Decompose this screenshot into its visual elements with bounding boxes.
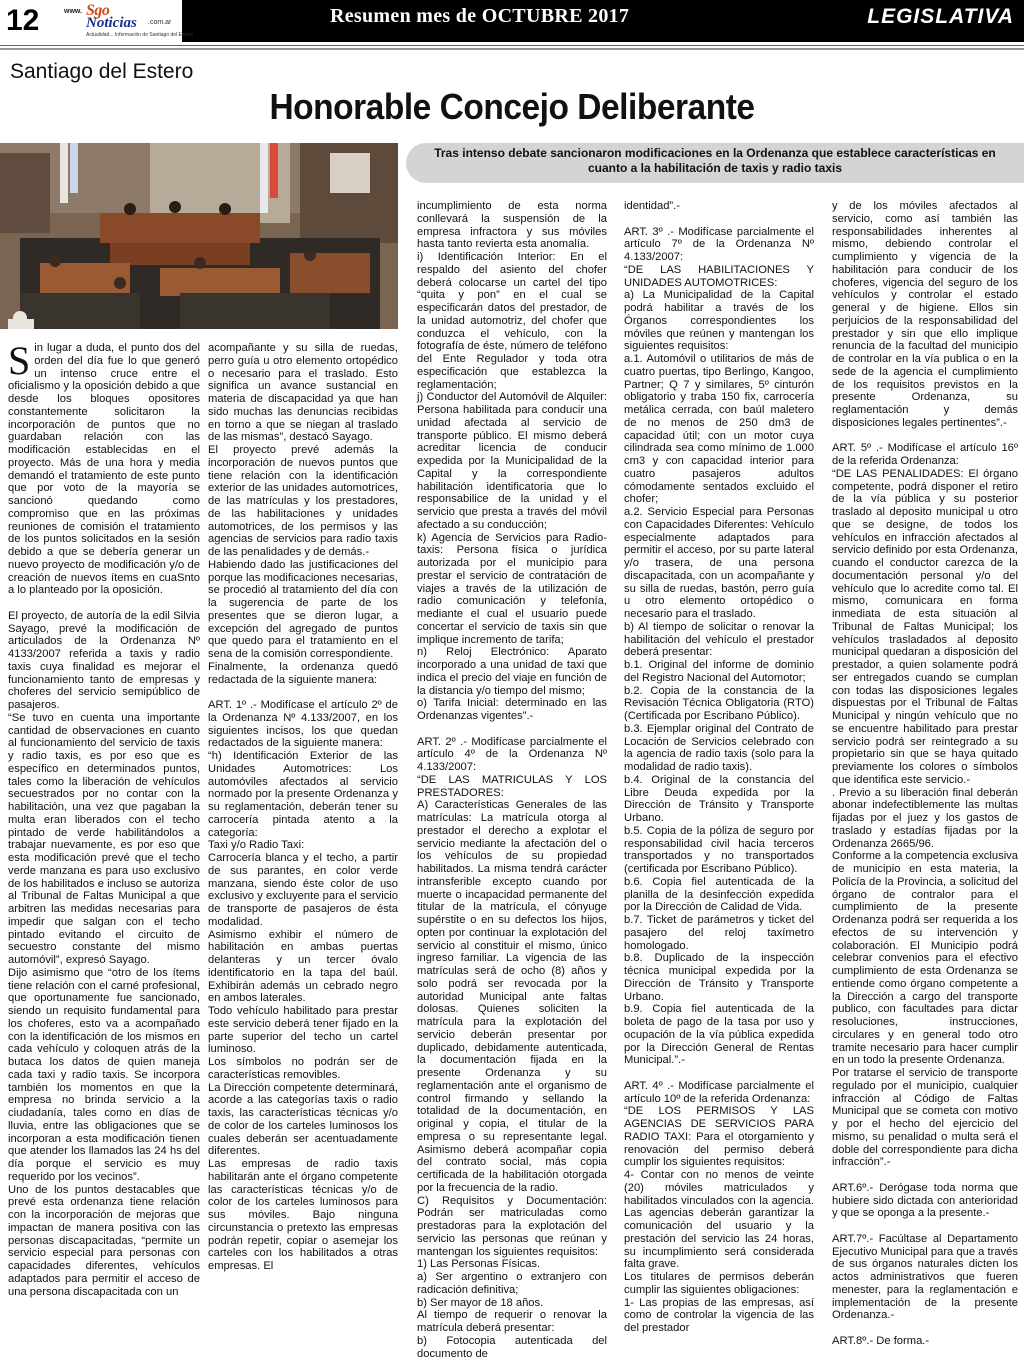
session-photo-image (0, 143, 398, 329)
paragraph: j) Conductor del Automóvil de Alquiler: Persona habilitada para conducir una unidad afectada al servicio de transporte público. El mismo deberá acreditar licencia de conducir expedida por la Municipalidad de la Capital y la correspondiente habilitación identificatoria que lo responsabilice de la unidad y el servicio que presta a través del móvil afectado a su conducción; (417, 391, 607, 531)
paragraph: acompañante y su silla de ruedas, perro guía u otro elemento ortopédico o necesario para el traslado. Esto significa un avance sustancial en materia de discapacidad ya que han sido muchas las denuncias recibidas en torno a que se niegan al traslado de las mismas”, destacó Sayago. (208, 342, 398, 444)
paragraph: a.1. Automóvil o utilitarios de más de cuatro puertas, tipo Berlingo, Kangoo, Partner; Q 7 y similares, 5º cinturón obligatorio y traba 150 fix, carrocería metálica cerrada, con baúl maletero de no menos de 250 dm3 de capacidad útil; con un motor cuya cilindrada sea como mínimo de 1.000 cm3 y con capacidad interior para cuatro pasajeros adultos cómodamente sentados excluido el chofer; (624, 353, 814, 506)
paragraph: Uno de los puntos destacables que prevé esta ordenanza tiene relación con la incorporación de mejoras que impactan de manera positiva con las personas discapacitadas, “permite un servicio especial para personas con capacidades diferentes, vehículos adaptados para permitir el acceso de una persona discapacitada con un (8, 1183, 200, 1298)
article-column-5 (832, 200, 1018, 1347)
paragraph: ART. 5º .- Modifícase el artículo 16º de la referida Ordenanza: (832, 442, 1018, 467)
logo-www: www. (64, 8, 83, 15)
paragraph: Habiendo dado las justificaciones del porque las modificaciones necesarias, se procedió al tratamiento del día con la sugerencia de parte de los presentes que se dieron lugar, a excepción del agregado de puntos que quedo para el tratamiento en el sena de la comisión correspondiente. (208, 558, 398, 660)
paragraph: Conforme a la competencia exclusiva de municipio en esta materia, la Policía de la Provincia, a solicitud del órgano de contralor para el cumplimiento de la presente Ordenanza podrá ser requerida a los efectos de su intervención y colaboración. El Municipio podrá celebrar convenios para el efectivo cumplimiento de esta Ordenanza se entiende como órgano competente a la Dirección a cargo del transporte publico, con facultades para dictar resoluciones, instrucciones, circulares y en general todo otro tramite necesario para hacer cumplir en un todo la presente Ordenanza. (832, 850, 1018, 1067)
paragraph: b.9. Copia fiel autenticada de la boleta de pago de la tasa por uso y ocupación de la vía pública expedida por la Dirección General de Rentas Municipal.”.- (624, 1003, 814, 1067)
paragraph: a.2. Servicio Especial para Personas con Capacidades Diferentes: Vehículo especialmente adaptados para permitir el acceso, por su parte lateral y/o trasera, de una persona discapacitada, con un acompañante y su silla de ruedas, bastón, perro guía u otro elemento ortopédico o necesario para el traslado. (624, 506, 814, 620)
paragraph: “Se tuvo en cuenta una importante cantidad de observaciones en cuanto al funcionamiento del servicio de taxis y radio taxis, es por eso que es específico en determinados puntos, tales como la liberación de vehículos secuestrados por no contar con la habilitación, una vez que pagaban la multa eran liberados con el techo pintado de verde habilitándolos a trabajar nuevamente, es por eso que esta modificación prevé que el techo verde manzana es para uso exclusivo de los habilitados e incluso se autoriza al Tribunal de Faltas Municipal a que arbitren las medidas necesarias para impedir que salgan con el techo pintado evitando el circuito de secuestro constante del mismo automóvil”, expresó Sayago. (8, 711, 200, 966)
locality-label: Santiago del Estero (10, 60, 194, 83)
paragraph: A) Características Generales de las matrículas: La matrícula otorga al prestador el derecho a explotar el servicio mediante la afectación del o los vehículos de su propiedad habilitados. La misma tendrá carácter intransferible excepto cuando por muerte o incapacidad permanente del titular de la matrícula, el cónyuge supérstite o en su defectos los hijos, opten por continuar la explotación del servicio al constituir el mismo, único ingreso familiar. La vigencia de las matrículas será de ocho (8) años y solo podrá ser revocada por la autoridad Municipal ante faltas dolosas. Quienes soliciten la matrícula para la explotación del servicio deberán presentar por duplicado, debidamente autenticada, la documentación fijada en la presente Ordenanza y su reglamentación ante el organismo de control firmando y sellando la totalidad de la documentación, en original y copia, el titular de la empresa o su representante legal. Asimismo deberá acompañar copia del contrato social, más copia certificada de la habilitación otorgada por la frecuencia de la radio. (417, 799, 607, 1194)
paragraph: “DE LAS PENALIDADES: El órgano competente, podrá disponer el retiro de la vía pública y su posterior traslado al deposito municipal u otro que se designe, de todos los vehículos en infracción afectados al servicio definido por esta Ordenanza, cuando el conductor carezca de la documentación personal y/o del vehículo que lo acredite como tal. El mismo, comunicara en forma inmediata de esta situación al Tribunal de Faltas Municipal; los vehículos trasladados al deposito municipal quedaran a disposición del prestador, a quien solamente podrá ser entregados cuando se cumplan con todas las disposiciones legales dispuestas por el Tribunal de Faltas Municipal y ningún vehículo que no se encuentre habilitado para prestar servicio podrá ser reintegrado a su propietario sin que se haya quitado previamente los colores o símbolos que identifica este servicio.- (832, 467, 1018, 786)
paragraph: ART. 2º .- Modifícase parcialmente el artículo 4º de la Ordenanza Nº 4.133/2007: (417, 735, 607, 773)
paragraph: C) Requisitos y Documentación: Podrán ser matriculadas como prestadoras para la explotación del servicio las personas que reúnan y mantengan los siguientes requisitos: (417, 1194, 607, 1258)
paragraph: Las empresas de radio taxis habilitarán ante el órgano competente las características técnicas y/o de color de los carteles luminosos para sus móviles. Bajo ninguna circunstancia o pretexto las empresas podrán repetir, copiar o asemejar los carteles con los habilitados a otras empresas. El (208, 1158, 398, 1272)
paragraph: b.6. Copia fiel autenticada de la planilla de la desinfección expedida por la Dirección de Calidad de Vida. (624, 875, 814, 914)
paragraph: b.2. Copia de la constancia de la Revisación Técnica Obligatoria (RTO) (Certificada por Escribano Público). (624, 684, 814, 722)
page-number: 12 (0, 0, 60, 42)
article-column-4 (624, 200, 814, 1334)
paragraph: a) Ser argentino o extranjero con radicación definitiva; (417, 1271, 607, 1296)
paragraph: b) Fotocopia autenticada del documento de (417, 1334, 607, 1360)
paragraph: ART.8º.- De forma.- (832, 1334, 930, 1347)
paragraph: identidad”.- (624, 200, 680, 212)
paragraph: ART.7º.- Facúltase al Departamento Ejecutivo Municipal para que a través de sus órganos naturales dicten los actos administrativos que fueren menester, para la reglamentación e implementación de la presente Ordenanza.- (832, 1232, 1018, 1322)
paragraph: Todo vehículo habilitado para prestar este servicio deberá tener fijado en la parte superior del techo un cartel luminoso. (208, 1005, 398, 1056)
paragraph: b.7. Ticket de parámetros y ticket del pasajero del reloj taxímetro homologado. (624, 914, 814, 952)
paragraph: b.3. Ejemplar original del Contrato de Locación de Servicios celebrado con la agencia de radio taxis (solo para la modalidad de radio taxis). (624, 722, 814, 773)
paragraph: Al tiempo de requerir o renovar la matrícula deberá presentar: (417, 1309, 607, 1334)
paragraph: b) Al tiempo de solicitar o renovar la habilitación del vehículo el prestador deberá presentar: (624, 620, 814, 659)
paragraph: ART. 1º .- Modifícase el artículo 2º de la Ordenanza Nº 4.133/2007, en los siguientes incisos, los que quedan redactados de la siguiente manera: (208, 699, 398, 750)
paragraph: o) Tarifa Inicial: determinado en las Ordenanzas vigentes”.- (417, 697, 607, 722)
issue-title: Resumen mes de OCTUBRE 2017 (330, 5, 630, 27)
paragraph: b) Ser mayor de 18 años. (417, 1296, 544, 1309)
article-column-3 (417, 200, 607, 1360)
article-subhead: Tras intenso debate sancionaron modificaciones en la Ordenanza que establece características en cuanto a la habilitación de taxis y radio taxis (406, 143, 1024, 183)
paragraph: Carrocería blanca y el techo, a partir de sus parantes, en color verde manzana, siendo éste color de uso exclusivo y excluyente para el servicio de transporte de pasajeros de ésta modalidad. (208, 852, 398, 928)
paragraph: ART. 3º .- Modifícase parcialmente el artículo 7º de la Ordenanza Nº 4.133/2007: (624, 225, 814, 263)
header-rule-thick (0, 48, 1024, 50)
paragraph: b.4. Original de la constancia del Libre Deuda expedida por la Dirección de Tránsito y Transporte Urbano. (624, 773, 814, 824)
header-rule (0, 45, 1024, 46)
paragraph: 4- Contar con no menos de veinte (20) móviles matriculados y habilitados vinculados con la agencia. Las agencias deberán garantizar la comunicación del usuario y la prestación del servicio las 24 horas, su incumplimiento será considerada falta grave. (624, 1169, 814, 1271)
paragraph: b.1. Original del informe de dominio del Registro Nacional del Automotor; (624, 659, 814, 684)
paragraph: y de los móviles afectados al servicio, como así también las responsabilidades inherentes al mismo, debiendo controlar el cumplimiento y vigencia de la habilitación para conducir de los choferes, vigencia del seguro de los vehículos y controlar el estado general y de higiene. Ellos sin perjuicios de la responsabilidad del prestador y sin que ello implique renuncia de la facultad del municipio de controlar en la vía publica o en la sede de la agencia el cumplimiento de los requisitos previstos en la presente Ordenanza, su reglamentación y demás disposiciones legales pertinentes”.- (832, 200, 1018, 429)
article-column-1 (8, 338, 200, 1298)
paragraph: b.5. Copia de la póliza de seguro por responsabilidad civil hacia terceros transportados y no transportados (certificada por Escribano Público). (624, 824, 814, 875)
paragraph: a) La Municipalidad de la Capital podrá habilitar a través de los Órganos correspondientes los móviles que reúnen y mantengan los siguientes requisitos: (624, 289, 814, 353)
paragraph: “DE LAS HABILITACIONES Y UNIDADES AUTOMOTRICES: (624, 263, 814, 289)
headline: Honorable Concejo Deliberante (269, 86, 755, 127)
paragraph: incumplimiento de esta norma conllevará la suspensión de la empresa infractora y sus móviles hasta tanto revierta esta anomalía. (417, 200, 607, 251)
paragraph: Por tratarse el servicio de transporte regulado por el municipio, cualquier infracción al Código de Faltas Municipal que se cometa con motivo y por el hecho del ejercicio del mismo, su penalidad o multa será el doble del correspondiente para dicha infracción”.- (832, 1067, 1018, 1169)
paragraph: Finalmente, la ordenanza quedó redactada de la siguiente manera: (208, 660, 398, 686)
paragraph: k) Agencia de Servicios para Radio-taxis: Persona física o jurídica autorizada por el municipio para prestar el servicio de contratación de viajes a través de la utilización de radio comunicación y telefonía, mediante el cual el usuario puede concertar el servicio de taxis sin que implique incremento de tarifa; (417, 531, 607, 646)
logo-line2: Noticias (86, 15, 137, 31)
paragraph: El proyecto, de autoría de la edil Silvia Sayago, prevé la modificación de articulados de la Ordenanza Nº 4133/2007 referida a taxis y radio taxis cuya finalidad es mejorar el funcionamiento tanto de empresas y choferes del servicio semipúblico de pasajeros. (8, 609, 200, 711)
paragraph: Asimismo exhibir el número de habilitación en ambas puertas delanteras y un tercer óvalo identificatorio en la tapa del baúl. Exhibirán además un cebrado negro en ambos laterales. (208, 928, 398, 1005)
paragraph: n) Reloj Electrónico: Aparato incorporado a una unidad de taxi que indica el precio del viaje en función de la distancia y/o tiempo del mismo; (417, 646, 607, 697)
paragraph: El proyecto prevé además la incorporación de nuevos puntos que tiene relación con la identificación exterior de las unidades automotrices, de las matrículas y los prestadores, de las habilitaciones y unidades automotrices, de los permisos y las agencias de servicios para radio taxis de las penalidades y de demás.- (208, 444, 398, 558)
article-column-2 (208, 342, 398, 1272)
paragraph: . Previo a su liberación final deberán abonar indefectiblemente las multas fijadas por el juez y los gastos de traslado y estadías fijadas por la Ordenanza 2665/96. (832, 786, 1018, 850)
paragraph: ART. 4º .- Modifícase parcialmente el artículo 10º de la referida Ordenanza: (624, 1079, 814, 1105)
paragraph: ART.6º.- Derógase toda norma que hubiere sido dictada con anterioridad y que se oponga a la presente.- (832, 1181, 1018, 1220)
paragraph: “DE LAS MATRICULAS Y LOS PRESTADORES: (417, 773, 607, 799)
paragraph: 1) Las Personas Físicas. (417, 1258, 541, 1271)
section-label: LEGISLATIVA (867, 5, 1014, 28)
paragraph: “DE LOS PERMISOS Y LAS AGENCIAS DE SERVICIOS PARA RADIO TAXI: Para el otorgamiento y renovación del permiso deberá cumplir los siguientes requisitos: (624, 1105, 814, 1169)
logo-tagline: Actualidad... Información de Santiago del Estero (86, 32, 194, 38)
drop-cap: S (8, 338, 31, 383)
site-logo (60, 0, 194, 42)
paragraph: La Dirección competente determinará, acorde a las categorías taxis o radio taxis, las características técnicas y/o de color de los carteles luminosos los cuales deberán ser acentuadamente diferentes. (208, 1081, 398, 1158)
paragraph: i) Identificación Interior: En el respaldo del asiento del chofer deberá colocarse un cartel del tipo “quita y pon” en el cual se especificarán datos del prestador, de la unidad automotriz, del chofer que conduzca el vehículo, con la fotografía de éste, número de teléfono del Ente Regulador y toda otra especificación que establezca la reglamentación; (417, 251, 607, 391)
logo-domain: .com.ar (148, 19, 172, 26)
paragraph: 1- Las propias de las empresas, así como de controlar la vigencia de las del prestador (624, 1296, 814, 1334)
paragraph: Los símbolos no podrán ser de características removibles. (208, 1056, 398, 1081)
paragraph: Los titulares de permisos deberán cumplir las siguientes obligaciones: (624, 1271, 814, 1296)
paragraph: Dijo asimismo que “otro de los ítems tiene relación con el carné profesional, que oportunamente fue sancionado, siendo un requisito fundamental para los choferes, esto va a acompañado con la identificación de los mismos en cada vehículo y coloquen atrás de la butaca los datos de quien maneja cada taxi y radio taxis. Se incorpora también los momentos en que la empresa no brinda servicio a la ciudadanía, tales como en días de lluvia, entre las obligaciones que se incorporan a esta modificación tienen que atender los llamados las 24 hs del día porque el servicio es muy requerido por los vecinos”. (8, 966, 200, 1183)
session-photo (0, 143, 398, 329)
paragraph: “h) Identificación Exterior de las Unidades Automotrices: Los automóviles afectados al servicio normado por la presente Ordenanza y su reglamentación, deberán tener su carrocería pintada atento a la categoría: (208, 750, 398, 839)
logo-line1: Sgo (86, 2, 110, 19)
paragraph: Taxi y/o Radio Taxi: (208, 839, 305, 852)
paragraph: b.8. Duplicado de la inspección técnica municipal expedida por la Dirección de Tránsito y Transporte Urbano. (624, 952, 814, 1003)
paragraph: in lugar a duda, el punto dos del orden del día fue lo que generó un intenso cruce entre el oficialismo y la oposición debido a que desde los bloques opositores constantemente solicitaron la incorporación de puntos que no guardaban relación con las modificación establecidas en el proyecto. Más de una hora y media demandó el tratamiento de este punto que por voto de la mayoría se sancionó quedando como compromiso que en las próximas reuniones de comisión el tratamiento de los puntos solicitados en la sesión debido a que se debería generar un nuevo proyecto de modificación y/o de creación de nuevos ítems en cuaSnto a lo planteado por la oposición. (8, 342, 200, 597)
